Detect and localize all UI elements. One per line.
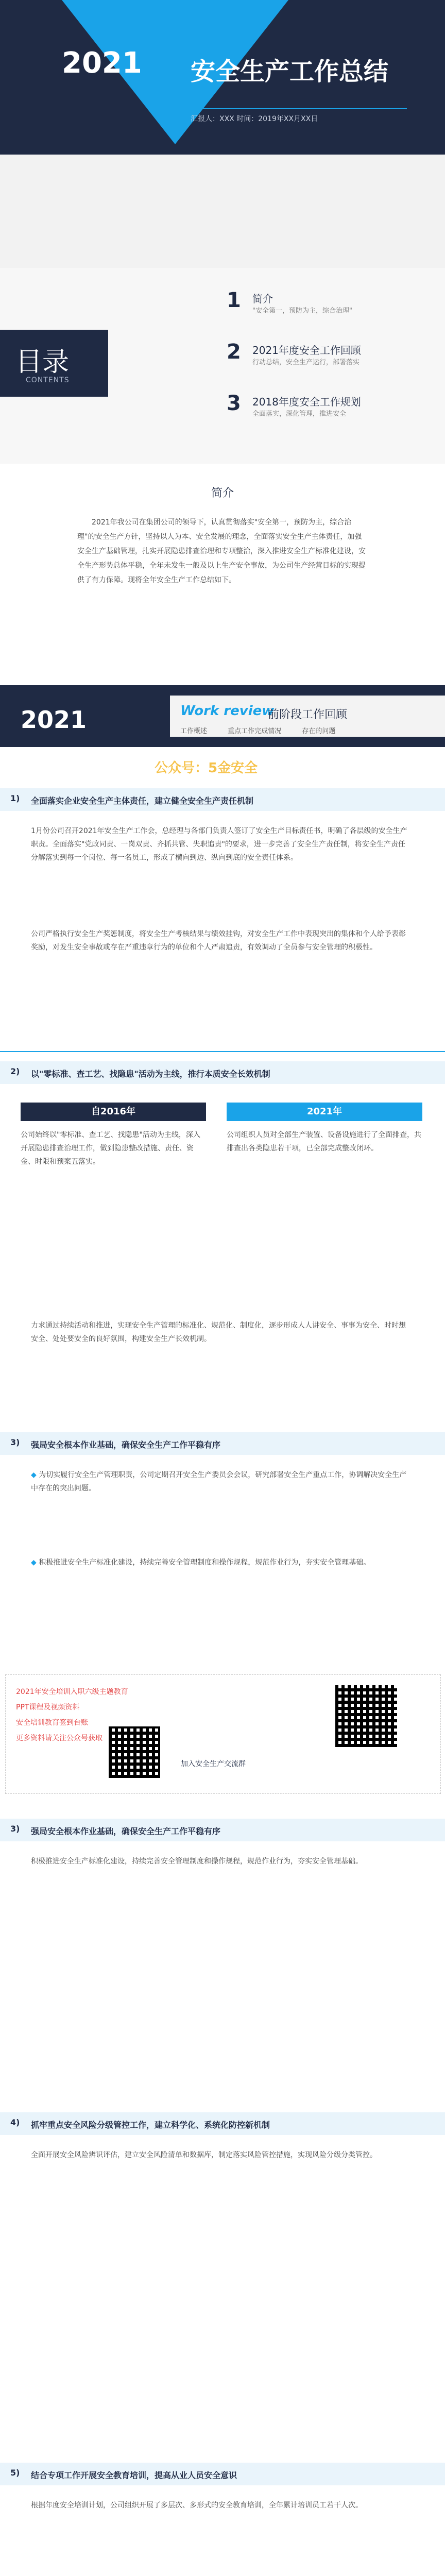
cover-section xyxy=(0,0,445,268)
toc-title: 目录 xyxy=(15,347,70,378)
toc-item-2-title[interactable]: 2021年度安全工作回顾 xyxy=(252,344,361,357)
section-year: 2021 xyxy=(21,706,87,734)
cover-title: 安全生产工作总结 xyxy=(191,57,389,86)
part-3b-title: 强局安全根本作业基础，确保安全生产工作平稳有序 xyxy=(31,1826,221,1836)
year-tab-2016: 自2016年 xyxy=(21,1103,206,1121)
preface-title: 简介 xyxy=(211,487,234,500)
toc-section xyxy=(0,268,445,464)
part-1-header xyxy=(0,788,445,811)
part-2-num: 2) xyxy=(10,1066,20,1076)
part-4-title: 抓牢重点安全风险分级管控工作，建立科学化、系统化防控新机制 xyxy=(31,2120,270,2130)
section-title-cn: 前阶段工作回顾 xyxy=(268,708,348,721)
bullet-text: 积极推进安全生产标准化建设，持续完善安全管理制度和操作规程，规范作业行为，夯实安全管理基础。 xyxy=(39,1558,371,1567)
part-3-num: 3) xyxy=(10,1437,20,1447)
part-2-para-b: 公司组织人员对全部生产装置、设备设施进行了全面排查，共排查出各类隐患若干项，已全部完成整改闭环。 xyxy=(227,1131,421,1153)
part-2-para-a: 公司始终以"零标准、查工艺、找隐患"活动为主线，深入开展隐患排查治理工作，做到隐患整改措施、责任、资金、时限和预案五落实。 xyxy=(21,1131,200,1166)
preface-text: 2021年我公司在集团公司的领导下，认真贯彻落实"安全第一，预防为主，综合治理"的安全生产方针，坚持以人为本、安全发展的理念，全面落实安全生产主体责任，加强安全生产基础管理，扎实开展隐患排查治理和专项整治，深入推进安全生产标准化建设，安全生产形势总体平稳，全年未发生一般及以上生产安全事故，为公司生产经营目标的实现提供了有力保障。现将全年安全生产工作总结如下。 xyxy=(77,518,366,584)
part-4-num: 4) xyxy=(10,2117,20,2127)
part-3-title: 强局安全根本作业基础，确保安全生产工作平稳有序 xyxy=(31,1440,221,1450)
cover-presenter: 汇报人：XXX 时间：2019年XX月XX日 xyxy=(191,115,318,123)
section-item: 工作概述 xyxy=(180,727,208,735)
watermark: 公众号：5金安全 xyxy=(155,760,258,776)
promo-line-1[interactable]: 2021年安全培训入职六级主题教育 xyxy=(16,1688,128,1696)
part-1-title: 全面落实企业安全生产主体责任，建立健全安全生产责任机制 xyxy=(31,796,254,806)
cover-divider xyxy=(191,108,407,109)
toc-item-1-title[interactable]: 简介 xyxy=(252,293,273,305)
toc-item-2-num: 2 xyxy=(227,340,241,364)
part-4-header xyxy=(0,2112,445,2135)
cover-year: 2021 xyxy=(62,46,142,80)
qr-code-icon xyxy=(109,1726,160,1778)
bullet-icon: ◆ xyxy=(31,1471,39,1479)
part-5-para-a: 根据年度安全培训计划，公司组织开展了多层次、多形式的安全教育培训，全年累计培训员工若干人次。 xyxy=(31,2501,363,2510)
part-1-num: 1) xyxy=(10,793,20,803)
part-1-para-b: 公司严格执行安全生产奖惩制度，将安全生产考核结果与绩效挂钩，对安全生产工作中表现突出的集体和个人给予表彰奖励，对发生安全事故或存在严重违章行为的单位和个人严肃追责，有效调动了全员参与安全管理的积极性。 xyxy=(31,930,406,952)
promo-box xyxy=(5,1674,441,1794)
toc-item-3-title[interactable]: 2018年度安全工作规划 xyxy=(252,396,361,408)
bullet-icon: ◆ xyxy=(31,1558,39,1567)
toc-item-2-desc: 行动总结，安全生产运行，部署落实 xyxy=(252,359,360,366)
part-3-header xyxy=(0,1432,445,1455)
section-item: 重点工作完成情况 xyxy=(228,727,282,735)
toc-item-1-num: 1 xyxy=(227,289,241,312)
part-3b-num: 3) xyxy=(10,1824,20,1834)
section-items xyxy=(180,725,354,735)
section-header xyxy=(0,685,445,747)
promo-line-4[interactable]: 更多资料请关注公众号获取 xyxy=(16,1734,102,1742)
toc-item-3-num: 3 xyxy=(227,392,241,415)
section-item: 存在的问题 xyxy=(302,727,336,735)
part-3b-para: 积极推进安全生产标准化建设，持续完善安全管理制度和操作规程，规范作业行为，夯实安全管理基础。 xyxy=(31,1857,363,1866)
part-4-para: 全面开展安全风险辨识评估，建立安全风险清单和数据库，制定落实风险管控措施，实现风险分级分类管控。 xyxy=(31,2151,377,2159)
part-3b-header xyxy=(0,1819,445,1841)
part-2-summary: 力求通过持续活动和推进，实现安全生产管理的标准化、规范化、制度化，逐步形成人人讲安全、事事为安全、时时想安全、处处要安全的良好氛围，构建安全生产长效机制。 xyxy=(31,1321,406,1343)
part-3-bullet-1 xyxy=(31,1468,412,1495)
part-5-title: 结合专项工作开展安全教育培训，提高从业人员安全意识 xyxy=(31,2470,237,2480)
part-3-bullet-2 xyxy=(31,1556,412,1569)
part-5-num: 5) xyxy=(10,2468,20,2478)
part-5-header xyxy=(0,2463,445,2485)
preface-section xyxy=(0,464,445,680)
divider xyxy=(0,1051,445,1052)
section-work-review: Work review xyxy=(180,703,275,719)
toc-item-1-desc: "安全第一，预防为主，综合治理" xyxy=(252,307,352,315)
year-tab-2021: 2021年 xyxy=(227,1103,422,1121)
part-2-title: 以"零标准、查工艺、找隐患"活动为主线，推行本质安全长效机制 xyxy=(31,1069,270,1079)
promo-line-2[interactable]: PPT课程及视频资料 xyxy=(16,1703,80,1711)
toc-en: CONTENTS xyxy=(26,376,70,384)
bullet-text: 为切实履行安全生产管理职责，公司定期召开安全生产委员会会议，研究部署安全生产重点工作，协调解决安全生产中存在的突出问题。 xyxy=(31,1471,407,1493)
part-2-header xyxy=(0,1061,445,1084)
part-1-para: 1月份公司召开2021年安全生产工作会，总经理与各部门负责人签订了安全生产目标责任书，明确了各层级的安全生产职责。全面落实"党政同责、一岗双责、齐抓共管、失职追责"的要求，进一步完善了安全生产责任制，将安全生产责任分解落实到每一个岗位、每一名员工，形成了横向到边、纵向到底的安全责任体系。 xyxy=(31,827,407,862)
toc-item-3-desc: 全面落实，深化管理，推进安全 xyxy=(252,410,347,418)
promo-cta[interactable]: 加入安全生产交流群 xyxy=(181,1760,246,1768)
promo-line-3[interactable]: 安全培训教育签到台账 xyxy=(16,1719,88,1727)
qr-code-icon xyxy=(335,1685,397,1747)
